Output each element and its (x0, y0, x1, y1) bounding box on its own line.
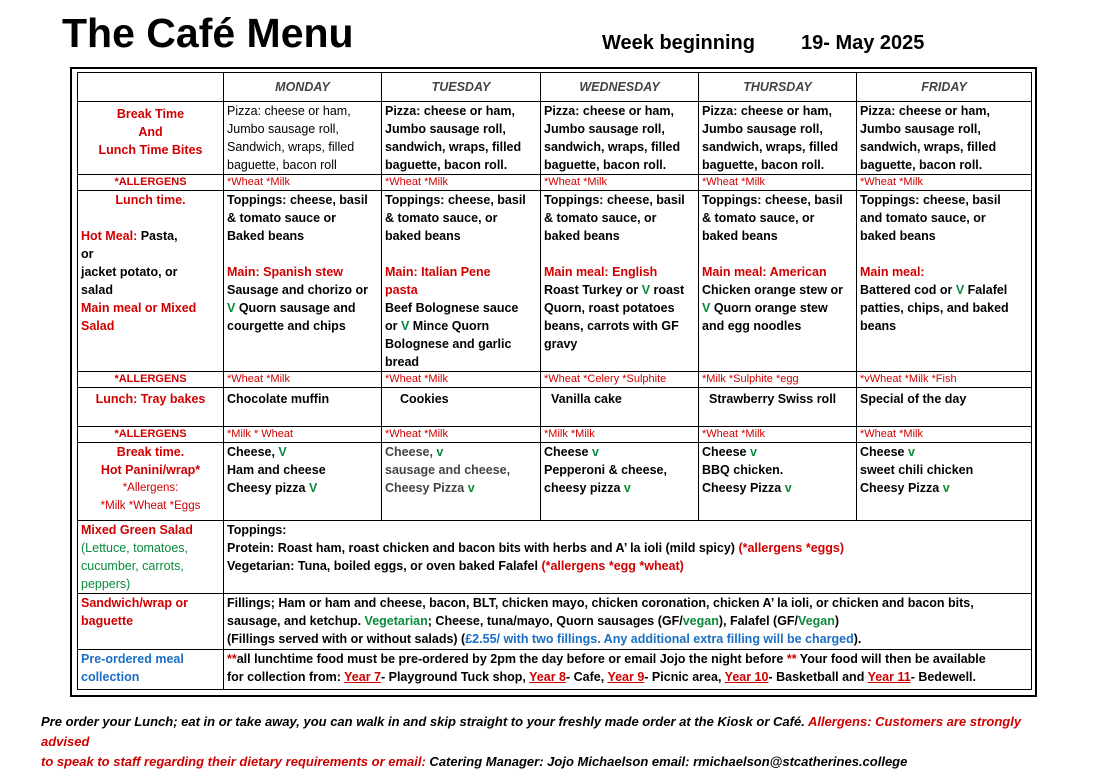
allergens-friday: *Wheat *Milk (857, 175, 1032, 191)
preorder-label: Pre-ordered meal collection (78, 650, 224, 690)
lunch-tuesday: Toppings: cheese, basil & tomato sauce, or baked beans Main: Italian Pene pasta Beef Bolognese sauce or V Mince Quorn Bolognese and garlic bread (382, 191, 541, 372)
footer-contact: Catering Manager: Jojo Michaelson email: rmichaelson@stcatherines.college (425, 754, 908, 769)
allergens-thursday: *Wheat *Milk (699, 427, 857, 443)
lunch-allergens-row (78, 372, 1032, 388)
page-title: The Café Menu (62, 10, 354, 56)
allergens-monday: *Wheat *Milk (224, 372, 382, 388)
panini-wednesday: Cheese v Pepperoni & cheese, cheesy pizza v (541, 443, 699, 521)
break-time-label: Break Time And Lunch Time Bites (78, 102, 224, 175)
allergens-thursday: *Wheat *Milk (699, 175, 857, 191)
tray-bakes-monday: Chocolate muffin (224, 388, 382, 427)
week-date: 19- May 2025 (800, 32, 925, 54)
sandwich-label: Sandwich/wrap or baguette (78, 594, 224, 650)
allergens-tuesday: *Wheat *Milk (382, 175, 541, 191)
lunch-friday: Toppings: cheese, basil and tomato sauce, or baked beans Main meal: Battered cod or V Falafel patties, chips, and baked beans (857, 191, 1032, 372)
day-header-row (78, 73, 1032, 102)
allergens-tuesday: *Wheat *Milk (382, 427, 541, 443)
allergens-tuesday: *Wheat *Milk (382, 372, 541, 388)
allergens-monday: *Milk * Wheat (224, 427, 382, 443)
lunch-wednesday: Toppings: cheese, basil & tomato sauce, or baked beans Main meal: English Roast Turkey or V roast Quorn, roast potatoes beans, carrots with GF gravy (541, 191, 699, 372)
footer-text-a: Pre order your Lunch; eat in or take away, you can walk in and skip straight to your freshly made order at the Kiosk or Café. (41, 714, 808, 729)
tray-bakes-wednesday: Vanilla cake (541, 388, 699, 427)
panini-monday: Cheese, V Ham and cheese Cheesy pizza V (224, 443, 382, 521)
week-beginning (602, 32, 924, 55)
allergens-wednesday: *Milk *Milk (541, 427, 699, 443)
allergens-monday: *Wheat *Milk (224, 175, 382, 191)
day-friday: FRIDAY (857, 73, 1032, 102)
tray-bakes-thursday: Strawberry Swiss roll (699, 388, 857, 427)
lunch-monday: Toppings: cheese, basil & tomato sauce or Baked beans Main: Spanish stew Sausage and chorizo or V Quorn sausage and courgette and chips (224, 191, 382, 372)
panini-friday: Cheese v sweet chili chicken Cheesy Pizza v (857, 443, 1032, 521)
tray-bakes-row (78, 388, 1032, 427)
salad-label: Mixed Green Salad (Lettuce, tomatoes, cucumber, carrots, peppers) (78, 521, 224, 594)
allergens-wednesday: *Wheat *Milk (541, 175, 699, 191)
footer-note (41, 712, 1071, 772)
allergens-wednesday: *Wheat *Celery *Sulphite (541, 372, 699, 388)
day-tuesday: TUESDAY (382, 73, 541, 102)
lunch-label: Lunch time. Hot Meal: Pasta, or jacket potato, or salad Main meal or Mixed Salad (78, 191, 224, 372)
header-corner (78, 73, 224, 102)
allergens-label: *ALLERGENS (78, 175, 224, 191)
break-time-thursday: Pizza: cheese or ham, Jumbo sausage roll, sandwich, wraps, filled baguette, bacon roll. (699, 102, 857, 175)
lunch-thursday: Toppings: cheese, basil & tomato sauce, or baked beans Main meal: American Chicken orange stew or V Quorn orange stew and egg noodles (699, 191, 857, 372)
allergens-label: *ALLERGENS (78, 427, 224, 443)
salad-row (78, 521, 1032, 594)
break-time-friday: Pizza: cheese or ham, Jumbo sausage roll, sandwich, wraps, filled baguette, bacon roll. (857, 102, 1032, 175)
panini-label: Break time. Hot Panini/wrap* *Allergens: *Milk *Wheat *Eggs (78, 443, 224, 521)
footer-allergen-warning: Allergens: Customers are strongly advised (41, 714, 1022, 749)
day-wednesday: WEDNESDAY (541, 73, 699, 102)
week-label: Week beginning (602, 32, 755, 54)
tray-bakes-label: Lunch: Tray bakes (78, 388, 224, 427)
allergens-friday: *vWheat *Milk *Fish (857, 372, 1032, 388)
footer-text-c: to speak to staff regarding their dietary requirements or email: (41, 754, 426, 769)
lunch-row (78, 191, 1032, 372)
break-time-row (78, 102, 1032, 175)
tray-bakes-friday: Special of the day (857, 388, 1032, 427)
sandwich-details: Fillings; Ham or ham and cheese, bacon, BLT, chicken mayo, chicken coronation, chicken A’ la ioli, or chicken and bacon bits, sausage, and ketchup. Vegetarian; Cheese, tuna/mayo, Quorn sausages (GF/vegan), Falafel (GF/Vegan) (Fillings served with or without salads) (£2.55/ with two fillings. Any additional extra filling will be charged). (224, 594, 1032, 650)
break-time-tuesday: Pizza: cheese or ham, Jumbo sausage roll, sandwich, wraps, filled baguette, bacon roll. (382, 102, 541, 175)
panini-tuesday: Cheese, v sausage and cheese, Cheesy Pizza v (382, 443, 541, 521)
break-time-wednesday: Pizza: cheese or ham, Jumbo sausage roll, sandwich, wraps, filled baguette, bacon roll. (541, 102, 699, 175)
day-monday: MONDAY (224, 73, 382, 102)
menu-table (77, 72, 1032, 690)
panini-row (78, 443, 1032, 521)
panini-thursday: Cheese v BBQ chicken. Cheesy Pizza v (699, 443, 857, 521)
sandwich-row (78, 594, 1032, 650)
break-time-allergens-row (78, 175, 1032, 191)
day-thursday: THURSDAY (699, 73, 857, 102)
allergens-friday: *Wheat *Milk (857, 427, 1032, 443)
break-time-monday: Pizza: cheese or ham, Jumbo sausage roll, Sandwich, wraps, filled baguette, bacon roll (224, 102, 382, 175)
preorder-details: **all lunchtime food must be pre-ordered by 2pm the day before or email Jojo the night before ** Your food will then be available for collection from: Year 7- Playground Tuck shop, Year 8- Cafe, Year 9- Picnic area, Year 10- Basketball and Year 11- Bedewell. (224, 650, 1032, 690)
salad-details: Toppings: Protein: Roast ham, roast chicken and bacon bits with herbs and A’ la ioli (mild spicy) (*allergens *eggs) Vegetarian: Tuna, boiled eggs, or oven baked Falafel (*allergens *egg *wheat) (224, 521, 1032, 594)
allergens-label: *ALLERGENS (78, 372, 224, 388)
preorder-row (78, 650, 1032, 690)
allergens-thursday: *Milk *Sulphite *egg (699, 372, 857, 388)
tray-bakes-allergens-row (78, 427, 1032, 443)
tray-bakes-tuesday: Cookies (382, 388, 541, 427)
